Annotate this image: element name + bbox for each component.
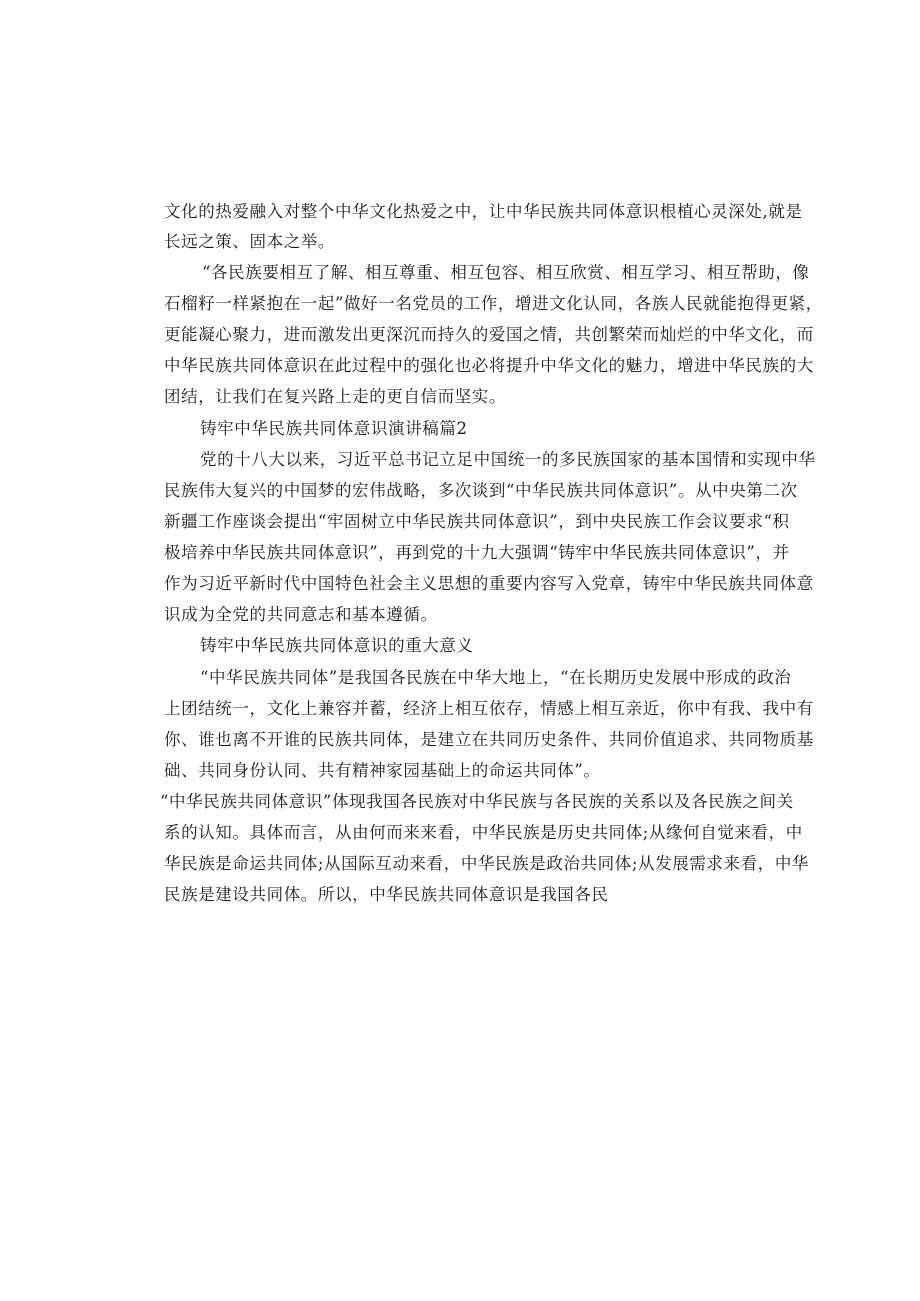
text-line: 作为习近平新时代中国特色社会主义思想的重要内容写入党章，铸牢中华民族共同体意 <box>164 574 814 593</box>
text-line: 石榴籽一样紧抱在一起”做好一名党员的工作，增进文化认同，各族人民就能抱得更紧， <box>164 294 823 313</box>
text-line: 中华民族共同体意识在此过程中的强化也必将提升中华文化的魅力，增进中华民族的大 <box>164 356 814 375</box>
section-heading: 铸牢中华民族共同体意识的重大意义 <box>200 636 474 655</box>
text-line: 文化的热爱融入对整个中华文化热爱之中，让中华民族共同体意识根植心灵深处,就是 <box>164 202 803 221</box>
text-line: 极培养中华民族共同体意识”，再到党的十九大强调“铸牢中华民族共同体意识”，并 <box>164 543 790 562</box>
text-line: 长远之策、固本之举。 <box>164 232 335 251</box>
text-line: 团结，让我们在复兴路上走的更自信而坚实。 <box>164 387 506 406</box>
text-line: 你、谁也离不开谁的民族共同体，是建立在共同历史条件、共同价值追求、共同物质基 <box>164 730 814 749</box>
text-line: 上团结统一，文化上兼容并蓄，经济上相互依存，情感上相互亲近，你中有我、我中有 <box>164 699 814 718</box>
text-line: 新疆工作座谈会提出“牢固树立中华民族共同体意识”，到中央民族工作会议要求“积 <box>164 512 790 531</box>
text-line: 华民族是命运共同体;从国际互动来看，中华民族是政治共同体;从发展需求来看，中华 <box>164 854 810 873</box>
text-line: 系的认知。具体而言，从由何而来来看，中华民族是历史共同体;从缘何自觉来看，中 <box>164 823 803 842</box>
text-line: 党的十八大以来，习近平总书记立足中国统一的多民族国家的基本国情和实现中华 <box>200 450 816 469</box>
text-line: 础、共同身份认同、共有精神家园基础上的命运共同体”。 <box>164 761 601 780</box>
text-line: 更能凝心聚力，进而激发出更深沉而持久的爱国之情，共创繁荣而灿烂的中华文化，而 <box>164 325 814 344</box>
text-line: 民族伟大复兴的中国梦的宏伟战略，多次谈到“中华民族共同体意识”。从中央第二次 <box>164 481 798 500</box>
text-line: 民族是建设共同体。所以，中华民族共同体意识是我国各民 <box>164 885 609 904</box>
text-line: “各民族要相互了解、相互尊重、相互包容、相互欣赏、相互学习、相互帮助，像 <box>202 263 810 282</box>
text-line: 识成为全党的共同意志和基本遵循。 <box>164 605 438 624</box>
text-line: “中华民族共同体意识”体现我国各民族对中华民族与各民族的关系以及各民族之间关 <box>160 792 794 811</box>
text-line: “中华民族共同体”是我国各民族在中华大地上，“在长期历史发展中形成的政治 <box>200 668 792 687</box>
section-heading: 铸牢中华民族共同体意识演讲稿篇2 <box>200 419 468 438</box>
